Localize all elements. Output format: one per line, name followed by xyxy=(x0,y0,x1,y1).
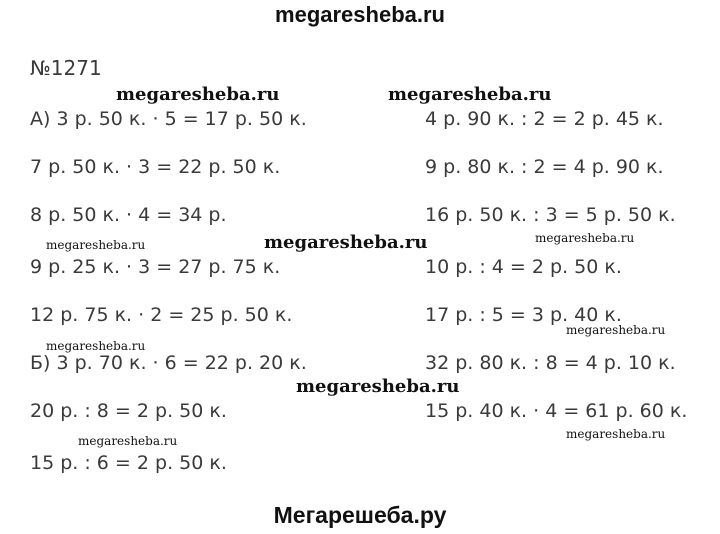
watermark-text: megaresheba.ru xyxy=(46,238,146,252)
watermark-text: megaresheba.ru xyxy=(296,376,460,397)
right-equation-4: 10 р. : 4 = 2 р. 50 к. xyxy=(425,256,622,278)
watermark-text: megaresheba.ru xyxy=(388,84,552,105)
watermark-text: megaresheba.ru xyxy=(78,434,178,448)
left-equation-5: 12 р. 75 к. · 2 = 25 р. 50 к. xyxy=(30,304,293,326)
left-equation-6: Б) 3 р. 70 к. · 6 = 22 р. 20 к. xyxy=(30,352,307,374)
left-equation-7: 20 р. : 8 = 2 р. 50 к. xyxy=(30,400,227,422)
watermark-text: megaresheba.ru xyxy=(46,339,146,353)
watermark-text: megaresheba.ru xyxy=(116,84,280,105)
right-equation-1: 4 р. 90 к. : 2 = 2 р. 45 к. xyxy=(425,108,664,130)
right-equation-5: 17 р. : 5 = 3 р. 40 к. xyxy=(425,304,622,326)
right-equation-7: 15 р. 40 к. · 4 = 61 р. 60 к. xyxy=(425,400,688,422)
left-equation-8: 15 р. : 6 = 2 р. 50 к. xyxy=(30,452,227,474)
left-equation-3: 8 р. 50 к. · 4 = 34 р. xyxy=(30,204,227,226)
watermark-text: megaresheba.ru xyxy=(264,232,428,253)
right-equation-2: 9 р. 80 к. : 2 = 4 р. 90 к. xyxy=(425,156,664,178)
site-footer-title: Мегарешеба.ру xyxy=(273,502,447,528)
watermark-text: megaresheba.ru xyxy=(535,231,635,245)
left-equation-4: 9 р. 25 к. · 3 = 27 р. 75 к. xyxy=(30,256,281,278)
right-equation-3: 16 р. 50 к. : 3 = 5 р. 50 к. xyxy=(425,204,676,226)
watermark-text: megaresheba.ru xyxy=(566,323,666,337)
left-equation-2: 7 р. 50 к. · 3 = 22 р. 50 к. xyxy=(30,156,281,178)
site-header-title: megaresheba.ru xyxy=(275,2,445,27)
watermark-text: megaresheba.ru xyxy=(566,427,666,441)
problem-number: №1271 xyxy=(30,56,102,80)
right-equation-6: 32 р. 80 к. : 8 = 4 р. 10 к. xyxy=(425,352,676,374)
left-equation-1: А) 3 р. 50 к. · 5 = 17 р. 50 к. xyxy=(30,108,307,130)
